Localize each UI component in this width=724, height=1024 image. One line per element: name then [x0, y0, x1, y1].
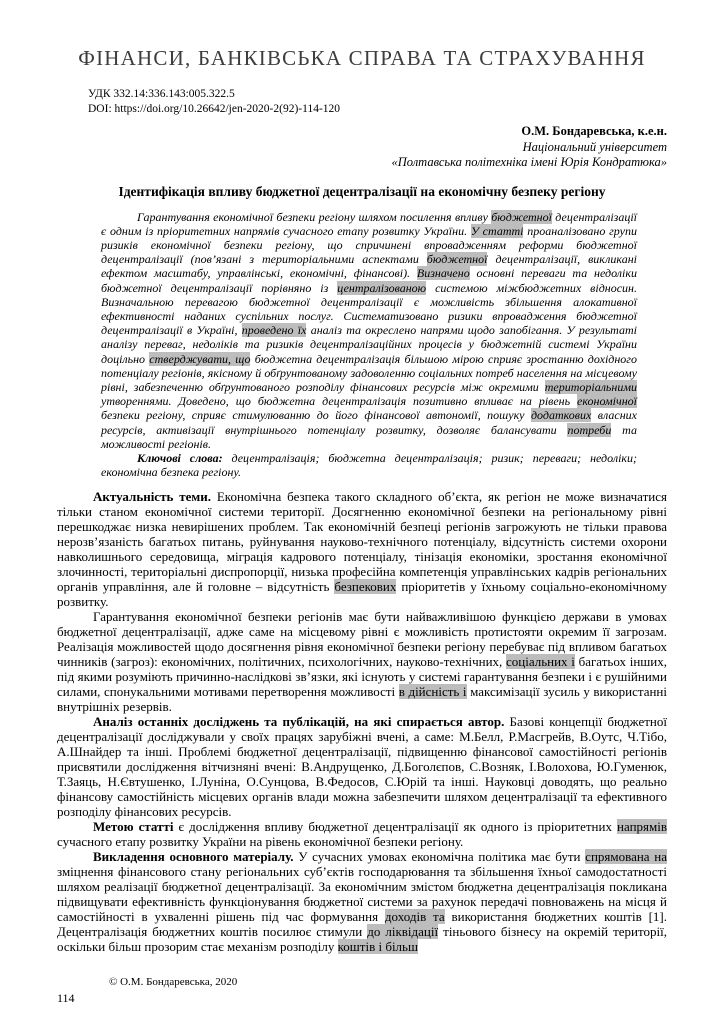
paragraph-meta-statti: Метою статті є дослідження впливу бюджетної децентралізації як одного із пріоритетних напрямів сучасного етапу розвитку України на рівень економічної безпеки регіону. [57, 819, 667, 850]
author-block [57, 124, 667, 171]
copyright-notice: © О.М. Бондаревська, 2020 [109, 976, 238, 988]
article-body [57, 489, 667, 954]
article-meta [88, 87, 667, 117]
page-number: 114 [57, 991, 75, 1005]
paragraph-harantuvannia: Гарантування економічної безпеки регіонів має бути найважливішою функцією держави в умовах бюджетної децентралізації, адже саме на місцевому рівні є можливість протистояти окремим її загрозам. Реалізація можливостей щодо досягнення рівня економічної безпеки регіону перебуває під впливом багатьох чинників (загроз): економічних, політичних, психологічних, науково-технічних, соціальних і багатьох інших, під якими розуміють причинно-наслідкові зв’язки, які існують у системі гарантування безпеки і є рушійними силами, спонукальними мотивами перетворення можливості в дійсність і максимізації зусиль у використанні внутрішніх резервів. [57, 609, 668, 715]
paragraph-aktualnist-temy: Актуальність теми. Економічна безпека такого складного об’єкта, як регіон не може визначатися тільки станом економічної системи території. Досягненню економічної безпеки на регіональному рівні перешкоджає низка невирішених проблем. Так економічній безпеці регіонів загрожують не тільки правова нерозв’язаність багатьох питань, руйнування науково-технічного потенціалу, відсутність системи охорони навколишнього середовища, міграція кадрового потенціалу, тінізація економіки, зростання економічної злочинності, територіальні диспропорції, низька професійна компетенція управлінських кадрів регіональних органів управління, але й головне – відсутність безпекових пріоритетів у їхньому соціально-економічному розвитку. [57, 489, 668, 610]
author-name: О.М. Бондаревська, к.е.н. [521, 124, 667, 138]
doi-link[interactable]: DOI: https://doi.org/10.26642/jen-2020-2(92)-114-120 [88, 103, 341, 115]
page-footer [57, 976, 237, 1006]
author-affiliation-line2: «Полтавська політехніка імені Юрія Кондратюка» [391, 155, 667, 169]
keywords-paragraph: Ключові слова: децентралізація; бюджетна децентралізація; ризик; переваги; недоліки; економічна безпека регіону. [101, 450, 638, 480]
author-affiliation-line1: Національний університет [522, 139, 667, 154]
abstract-paragraph: Гарантування економічної безпеки регіону шляхом посилення впливу бюджетної децентралізації є одним із пріоритетних напрямів сучасного етапу розвитку України. У статті проаналізовано групи ризиків економічної безпеки регіону, що спричинені впровадженням реформи бюджетної децентралізації (пов’язані з територіальними аспектами бюджетної децентралізації, викликані ефектом масштабу, управлінські, економічні, фінансові). Визначено основні переваги та недоліки бюджетної децентралізації порівняно із централізованою системою міжбюджетних відносин. Визначальною перевагою бюджетної децентралізації є можливість збільшення алокативної ефективності наданих суспільних послуг. Систематизовано ризики впровадження бюджетної децентралізації в Україні, проведено їх аналіз та окреслено напрями щодо запобігання. У результаті аналізу переваг, недоліків та ризиків децентралізаційних процесів у бюджетній системі України доцільно стверджувати, що бюджетна децентралізація більшою мірою сприяє зростанню дохідного потенціалу регіонів, якісному й обґрунтованому задоволенню соціальних потреб населення на місцевому рівні, забезпеченню обґрунтованого розподілу фінансових ресурсів між окремими територіальними утвореннями. Доведено, що бюджетна децентралізація позитивно впливає на рівень економічної безпеки регіону, сприяє стимулюванню до його фінансової автономії, пошуку додаткових власних ресурсів, активізації внутрішнього потенціалу розвитку, дозволяє балансувати потреби та можливості регіонів. [101, 209, 637, 451]
paragraph-vyklad-materialu: Викладення основного матеріалу. У сучасних умовах економічна політика має бути спрямована на зміцнення фінансового стану регіональних суб’єктів господарювання та збільшення їхньої самодостатності шляхом реалізації бюджетної децентралізації. За економічним змістом бюджетна децентралізація покликана підвищувати ефективність функціонування бюджетної системи за рахунок передачі повноважень на місця й самостійності в ухваленні рішень під час формування доходів та використання бюджетних коштів [1]. Децентралізація бюджетних коштів посилює стимули до ліквідації тіньового бізнесу на окремій території, оскільки більш прозорим стає механізм розподілу коштів і більш [57, 849, 668, 955]
udc-code: УДК 332.14:336.143:005.322.5 [88, 88, 235, 100]
paragraph-analiz-doslidzhen: Аналіз останніх досліджень та публікацій, на які спирається автор. Базові концепції бюджетної децентралізації досліджували у своїх працях зарубіжні вчені, а саме: М.Белл, Р.Масгрейв, В.Оутс, Ч.Тібо, А.Шнайдер та інші. Проблемі бюджетної децентралізації, підвищенню фінансової самостійності регіонів присвятили дослідження вітчизняні вчені: В.Андрущенко, Д.Боголєпов, С.Возняк, І.Волохова, Ю.Гуменюк, Т.Заяць, Н.Євтушенко, І.Луніна, О.Сунцова, В.Федосов, С.Юрій та інші. Науковці доводять, що реально фінансову самостійність місцевих органів влади можна забезпечити шляхом децентралізації та ефективного розподілу фінансових ресурсів. [57, 714, 667, 820]
journal-title: ФІНАНСИ, БАНКІВСЬКА СПРАВА ТА СТРАХУВАННЯ [78, 46, 646, 70]
article-title: Ідентифікація впливу бюджетної децентралізації на економічну безпеку регіону [118, 183, 606, 199]
